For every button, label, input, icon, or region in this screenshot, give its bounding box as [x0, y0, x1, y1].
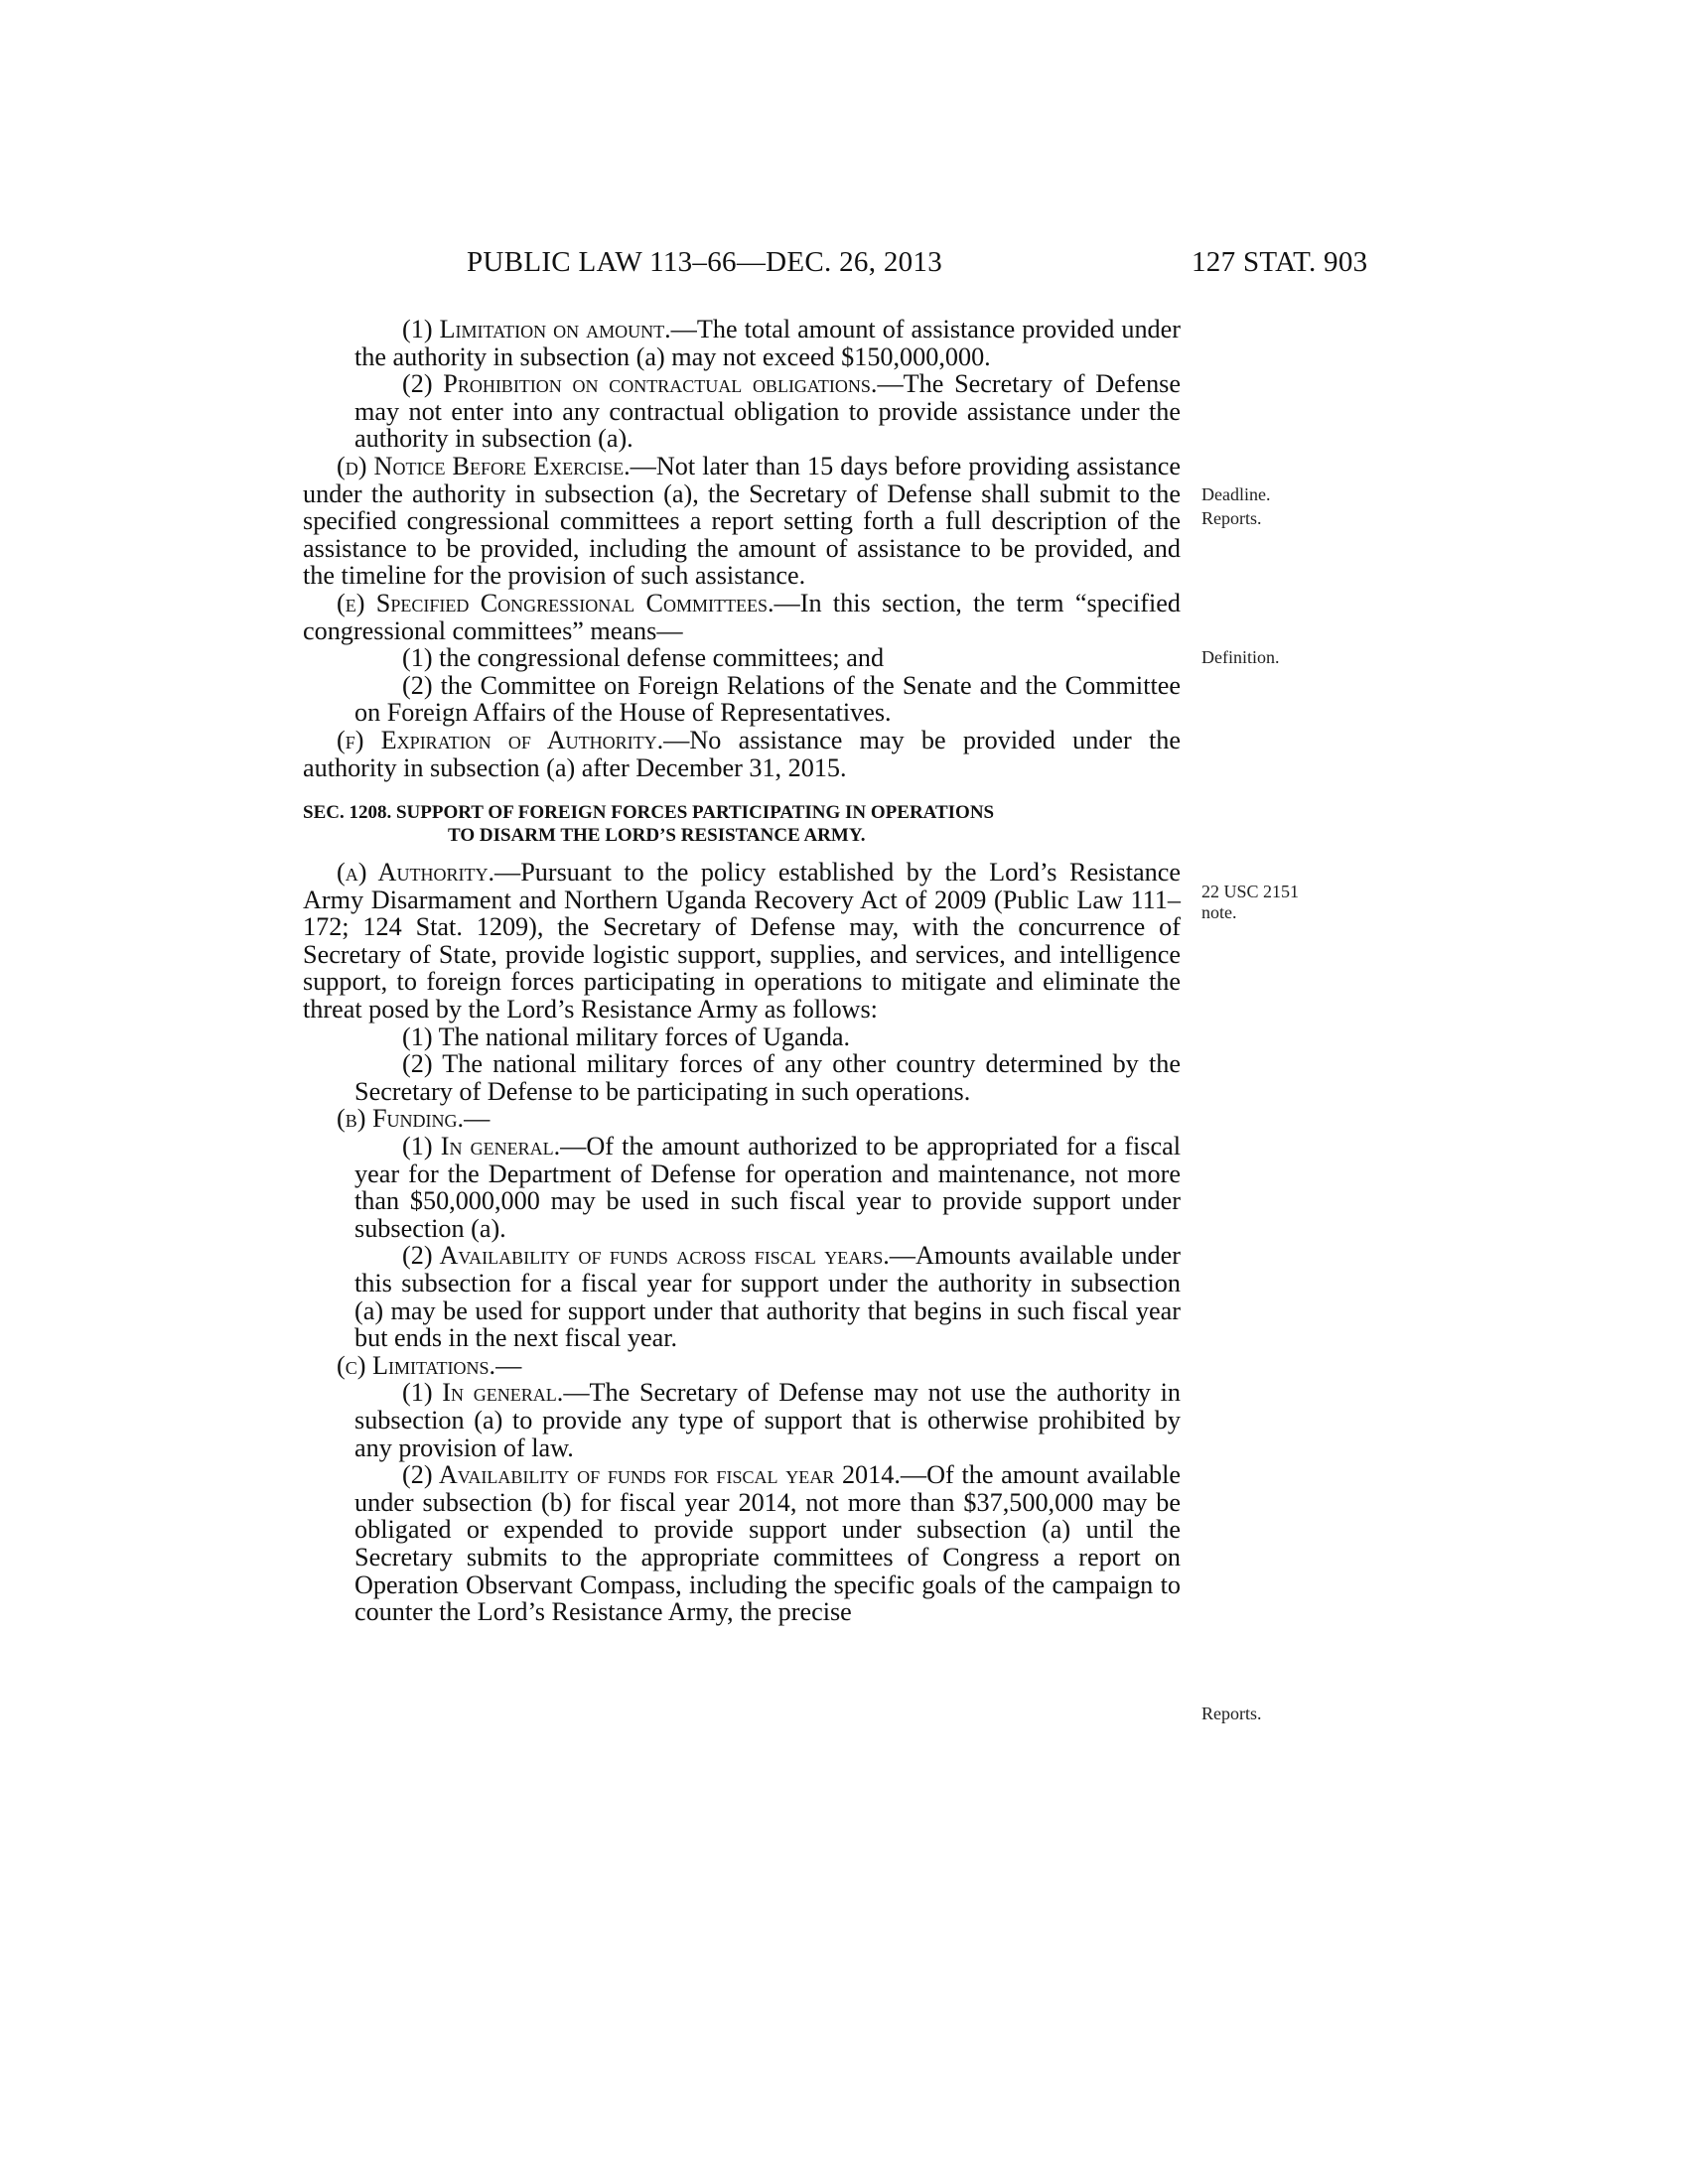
- text-c2: —The Secretary of Defense may not enter into any contractual obligation to provide assistance under the authority in subsection (a).: [354, 369, 1181, 454]
- paragraph-cc2: [303, 1461, 1181, 1626]
- heading-cc: (c) Limitations.—: [337, 1350, 522, 1380]
- paragraph-a: [303, 859, 1181, 1024]
- margin-note-deadline: Deadline.: [1201, 484, 1271, 504]
- running-head-title: PUBLIC LAW 113–66—DEC. 26, 2013: [467, 246, 943, 278]
- text-cc1: —The Secretary of Defense may not use the authority in subsection (a) to provide any type of support that is otherwise prohibited by any provision of law.: [354, 1378, 1181, 1462]
- text-b2: —Amounts available under this subsection for a fiscal year for support under the authority in subsection (a) may be used for support under that authority that begins in such fiscal year but ends in the next fiscal year.: [354, 1241, 1181, 1353]
- section-heading: [303, 801, 1181, 847]
- heading-cc1: (1) In general.: [402, 1378, 564, 1408]
- paragraph-b2: [303, 1242, 1181, 1351]
- text-c1: —The total amount of assistance provided under the authority in subsection (a) may not exceed $150,000,000.: [354, 315, 1181, 371]
- text-b1: —Of the amount authorized to be appropriated for a fiscal year for the Department of Defense for operation and maintenance, not more than $50,000,000 may be used in such fiscal year to provide support under subsection (a).: [354, 1132, 1181, 1243]
- heading-f: (f) Expiration of Authority.: [337, 725, 664, 754]
- heading-e: (e) Specified Congressional Committees.: [337, 588, 774, 617]
- paragraph-a2: (2) The national military forces of any other country determined by the Secretary of Defense to be participating in such operations.: [354, 1049, 1181, 1106]
- paragraph-c2: [303, 370, 1181, 453]
- margin-note-reports: Reports.: [1201, 508, 1262, 528]
- paragraph-cc1: [303, 1379, 1181, 1461]
- page-header: [0, 246, 1688, 286]
- text-e: —In this section, the term “specified congressional committees” means—: [303, 588, 1181, 645]
- heading-a: (a) Authority.: [337, 858, 494, 887]
- text-d: —Not later than 15 days before providing assistance under the authority in subsection (a), the Secretary of Defense shall submit to the specified congressional committees a report setting forth a full description of the assistance to be provided, including the amount of assistance to be provided, and the timeline for the provision of such assistance.: [303, 451, 1181, 591]
- section-heading-line1: SEC. 1208. SUPPORT OF FOREIGN FORCES PARTICIPATING IN OPERATIONS: [303, 802, 995, 824]
- statute-page-number: 127 STAT. 903: [1192, 246, 1368, 278]
- heading-d: (d) Notice Before Exercise.: [337, 451, 631, 480]
- paragraph-a1: (1) The national military forces of Uganda.: [402, 1022, 851, 1051]
- heading-b: (b) Funding.—: [337, 1104, 491, 1134]
- text-f: —No assistance may be provided under the authority in subsection (a) after December 31, 2015.: [303, 725, 1181, 782]
- paragraph-c1: [303, 316, 1181, 370]
- text-cc2: —Of the amount available under subsection (b) for fiscal year 2014, not more than $37,500,000 may be obligated or expended to provide support under subsection (a) until the Secretary submits to the appropriate committees of Congress a report on Operation Observant Compass, including the specific goals of the campaign to counter the Lord’s Resistance Army, the precise: [354, 1460, 1181, 1627]
- paragraph-b1: [303, 1133, 1181, 1242]
- paragraph-f: [303, 727, 1181, 781]
- paragraph-e1: (1) the congressional defense committees; and: [402, 643, 885, 673]
- margin-note-reports-2: Reports.: [1201, 1704, 1262, 1723]
- heading-c1: (1) Limitation on amount.: [402, 315, 671, 343]
- paragraph-b: [303, 1105, 1181, 1133]
- heading-b2: (2) Availability of funds across fiscal years.: [402, 1241, 890, 1271]
- document-body: [303, 316, 1181, 1626]
- section-heading-line2: TO DISARM THE LORD’S RESISTANCE ARMY.: [448, 825, 866, 847]
- margin-note-usc: 22 USC 2151 note.: [1201, 882, 1300, 922]
- text-a: —Pursuant to the policy established by the Lord’s Resistance Army Disarmament and Northern Uganda Recovery Act of 2009 (Public Law 111–172; 124 Stat. 1209), the Secretary of Defense may, with the concurrence of Secretary of State, provide logistic support, supplies, and services, and intelligence support, to foreign forces participating in operations to mitigate and eliminate the threat posed by the Lord’s Resistance Army as follows:: [303, 858, 1181, 1024]
- margin-note-definition: Definition.: [1201, 647, 1280, 667]
- heading-cc2: (2) Availability of funds for fiscal year 2014.: [402, 1460, 901, 1490]
- paragraph-e: [303, 590, 1181, 644]
- heading-b1: (1) In general.: [402, 1132, 561, 1161]
- paragraph-e2: (2) the Committee on Foreign Relations of the Senate and the Committee on Foreign Affairs of the House of Representatives.: [354, 670, 1181, 728]
- paragraph-cc: [303, 1352, 1181, 1380]
- paragraph-d: [303, 453, 1181, 590]
- heading-c2: (2) Prohibition on contractual obligations.: [402, 369, 878, 399]
